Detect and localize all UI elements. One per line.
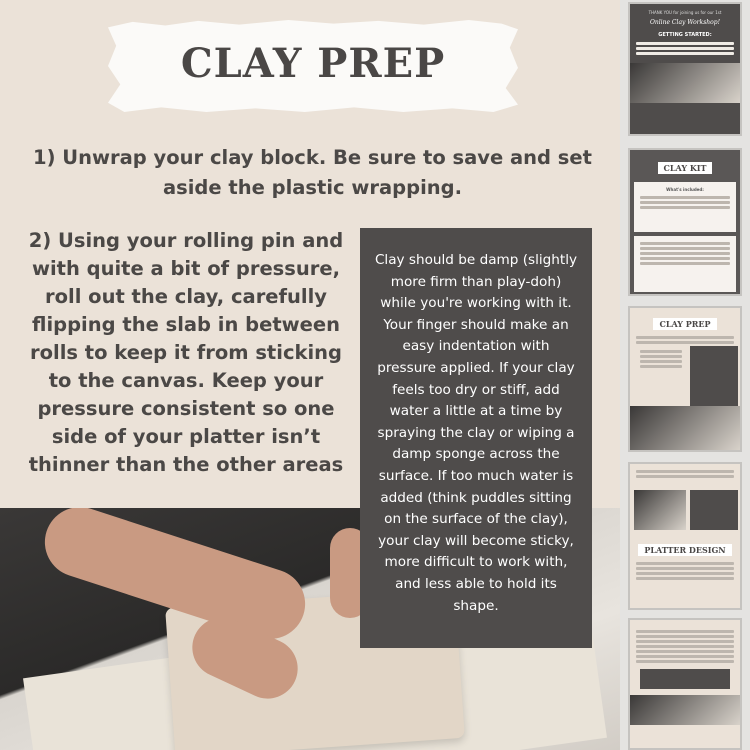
thumb2-text xyxy=(640,252,730,255)
thumb4-text xyxy=(636,562,734,565)
thumb4-text xyxy=(636,572,734,575)
thumb5-text xyxy=(636,645,734,648)
thumb2-text xyxy=(640,242,730,245)
thumb4-photo xyxy=(634,490,686,530)
thumb5-photo xyxy=(630,695,740,725)
thumb4-body xyxy=(630,560,740,582)
thumb5-body xyxy=(630,620,740,663)
thumbnail-clay-kit[interactable] xyxy=(628,148,742,296)
thumb1-heading: GETTING STARTED: xyxy=(658,32,712,38)
thumb5-text xyxy=(636,630,734,633)
thumb1-text xyxy=(636,42,734,45)
thumb5-text xyxy=(636,650,734,653)
thumb1-text xyxy=(636,47,734,50)
thumbnail-getting-started[interactable] xyxy=(628,2,742,136)
thumb3-heading: CLAY PREP xyxy=(653,318,716,330)
thumb1-line1: THANK YOU for joining us for our 1st xyxy=(648,10,722,15)
thumb2-label-wrap xyxy=(630,156,740,178)
thumb4-text xyxy=(636,475,734,478)
thumb2-alternatives xyxy=(634,236,736,292)
thumb5-text xyxy=(636,660,734,663)
thumb2-sub: What's included: xyxy=(666,187,704,192)
thumb3-text xyxy=(640,355,682,358)
thumbnail-sidebar xyxy=(620,0,750,750)
thumb4-text xyxy=(636,567,734,570)
thumb1-script-title: Online Clay Workshop! xyxy=(649,19,720,26)
thumb5-tip-box xyxy=(640,669,730,689)
thumb3-step2 xyxy=(634,348,688,370)
thumbnail-finishing[interactable] xyxy=(628,618,742,750)
thumb3-label-wrap xyxy=(630,312,740,334)
thumb2-text xyxy=(640,196,730,199)
thumb3-text xyxy=(636,341,734,344)
tip-box: Clay should be damp (slightly more firm than play-doh) while you're working with it. Your finger should make an easy indentation with pressure applied. If your clay feels too dry or stiff, add water a little at a time by spraying the clay or wiping a damp sponge across the surface. If too much water is added (think puddles sitting on the surface of the clay), your clay will become sticky, more difficult to work with, and less able to hold its shape. xyxy=(360,228,592,648)
thumb2-list xyxy=(634,182,736,232)
thumb2-heading: CLAY KIT xyxy=(658,162,713,174)
thumbnail-clay-prep[interactable] xyxy=(628,306,742,452)
thumb3-text xyxy=(640,350,682,353)
step-2-text: 2) Using your rolling pin and with quite a bit of pressure, roll out the clay, carefully flipping the slab in between rolls to keep it from sticking to the canvas. Keep your pressure consistent so one side of your platter isn’t thinner than the other areas xyxy=(28,229,344,476)
thumb3-text xyxy=(640,360,682,363)
thumb3-photo xyxy=(630,406,740,450)
thumb4-tip-box xyxy=(690,490,738,530)
thumb4-text xyxy=(636,470,734,473)
thumb4-text xyxy=(636,577,734,580)
thumb2-text xyxy=(640,257,730,260)
thumb2-text xyxy=(640,247,730,250)
thumb1-text xyxy=(636,52,734,55)
page-title: CLAY PREP xyxy=(180,40,446,87)
thumb1-photo xyxy=(630,63,740,103)
thumb2-text xyxy=(640,206,730,209)
thumb3-text xyxy=(640,365,682,368)
thumb2-text xyxy=(640,201,730,204)
thumb5-text xyxy=(636,640,734,643)
step-1-text: 1) Unwrap your clay block. Be sure to save and set aside the plastic wrapping. xyxy=(33,146,592,199)
thumb4-heading: PLATTER DESIGN xyxy=(638,544,731,556)
thumb3-text xyxy=(636,336,734,339)
thumb5-text xyxy=(636,635,734,638)
thumb5-text xyxy=(636,655,734,658)
thumb4-label-wrap xyxy=(630,538,740,560)
thumb2-text xyxy=(640,262,730,265)
thumbnail-platter-design[interactable] xyxy=(628,462,742,610)
